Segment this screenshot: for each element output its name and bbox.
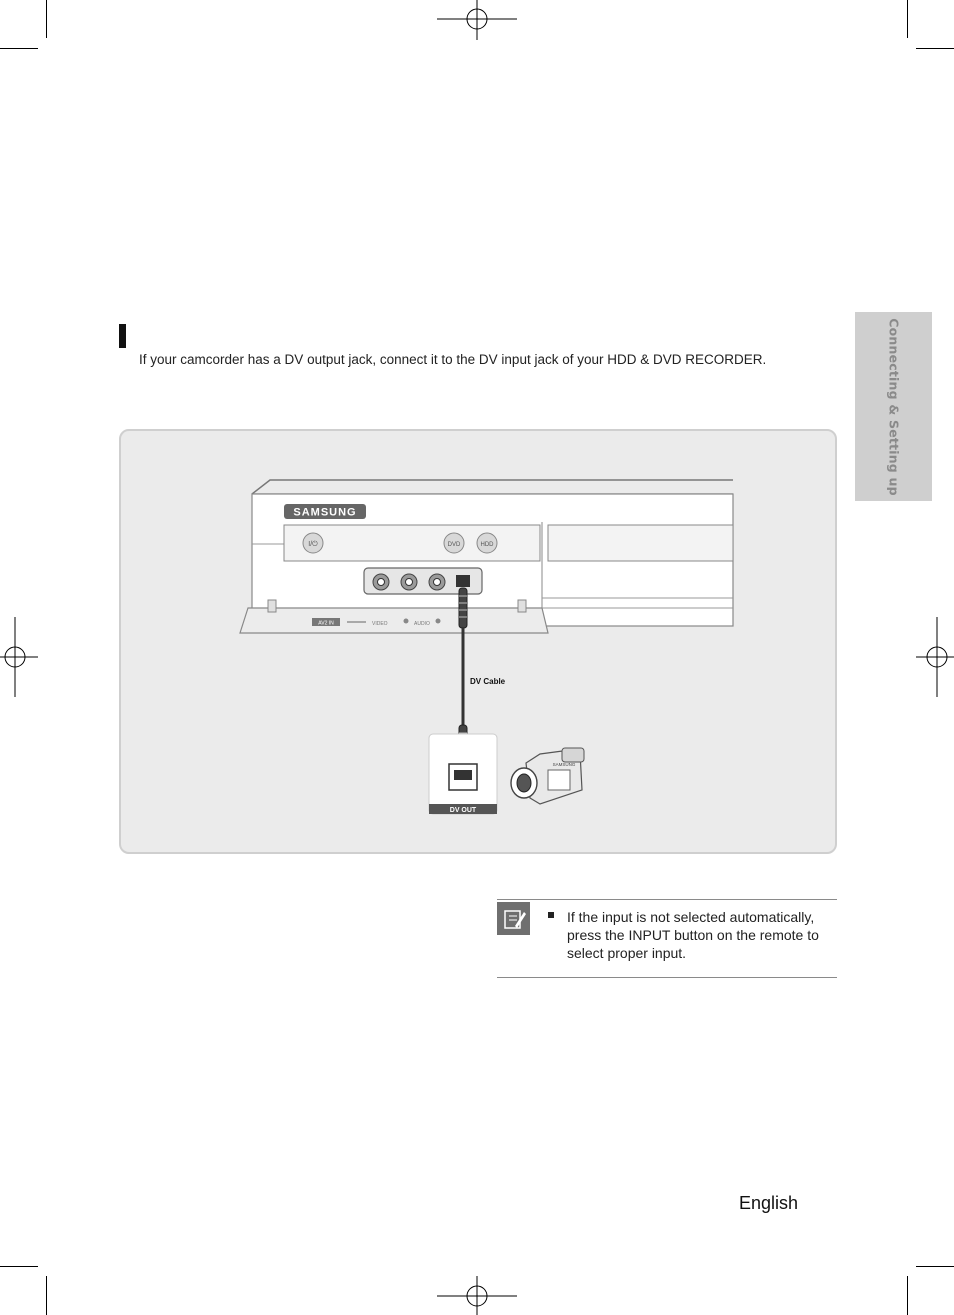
dvd-button-label: DVD: [447, 542, 461, 548]
dv-cable-label: DV Cable: [470, 677, 506, 686]
dv-connection-illustration: [230, 470, 740, 820]
front-label-av2: AV2 IN: [318, 620, 334, 627]
registration-mark-right-icon: [916, 617, 954, 697]
chapter-side-tab-label: Connecting & Setting up: [886, 317, 901, 496]
camcorder-brand: SAMSUNG: [552, 762, 576, 767]
pencil-note-icon: [497, 902, 530, 935]
registration-mark-bottom-icon: [437, 1276, 517, 1315]
registration-mark-left-icon: [0, 617, 38, 697]
note-bullet: [548, 912, 554, 918]
camcorder-icon: [511, 748, 584, 804]
front-label-video: VIDEO: [372, 621, 388, 627]
note-box: [497, 899, 837, 978]
section-marker: [119, 324, 126, 348]
chapter-side-tab: [855, 312, 932, 501]
front-label-audio: AUDIO: [414, 621, 430, 627]
dv-out-label: DV OUT: [449, 807, 477, 814]
intro-text: If your camcorder has a DV output jack, connect it to the DV input jack of your HDD & DVD RECORDER.: [139, 352, 767, 367]
hdd-button-label: HDD: [480, 542, 494, 548]
footer-language: English: [739, 1193, 799, 1213]
note-text: If the input is not selected automatically, press the INPUT button on the remote to select proper input.: [567, 909, 819, 961]
power-button-label: I/⏻: [308, 541, 318, 548]
registration-mark-top-icon: [437, 0, 517, 40]
recorder-brand: SAMSUNG: [293, 506, 357, 519]
